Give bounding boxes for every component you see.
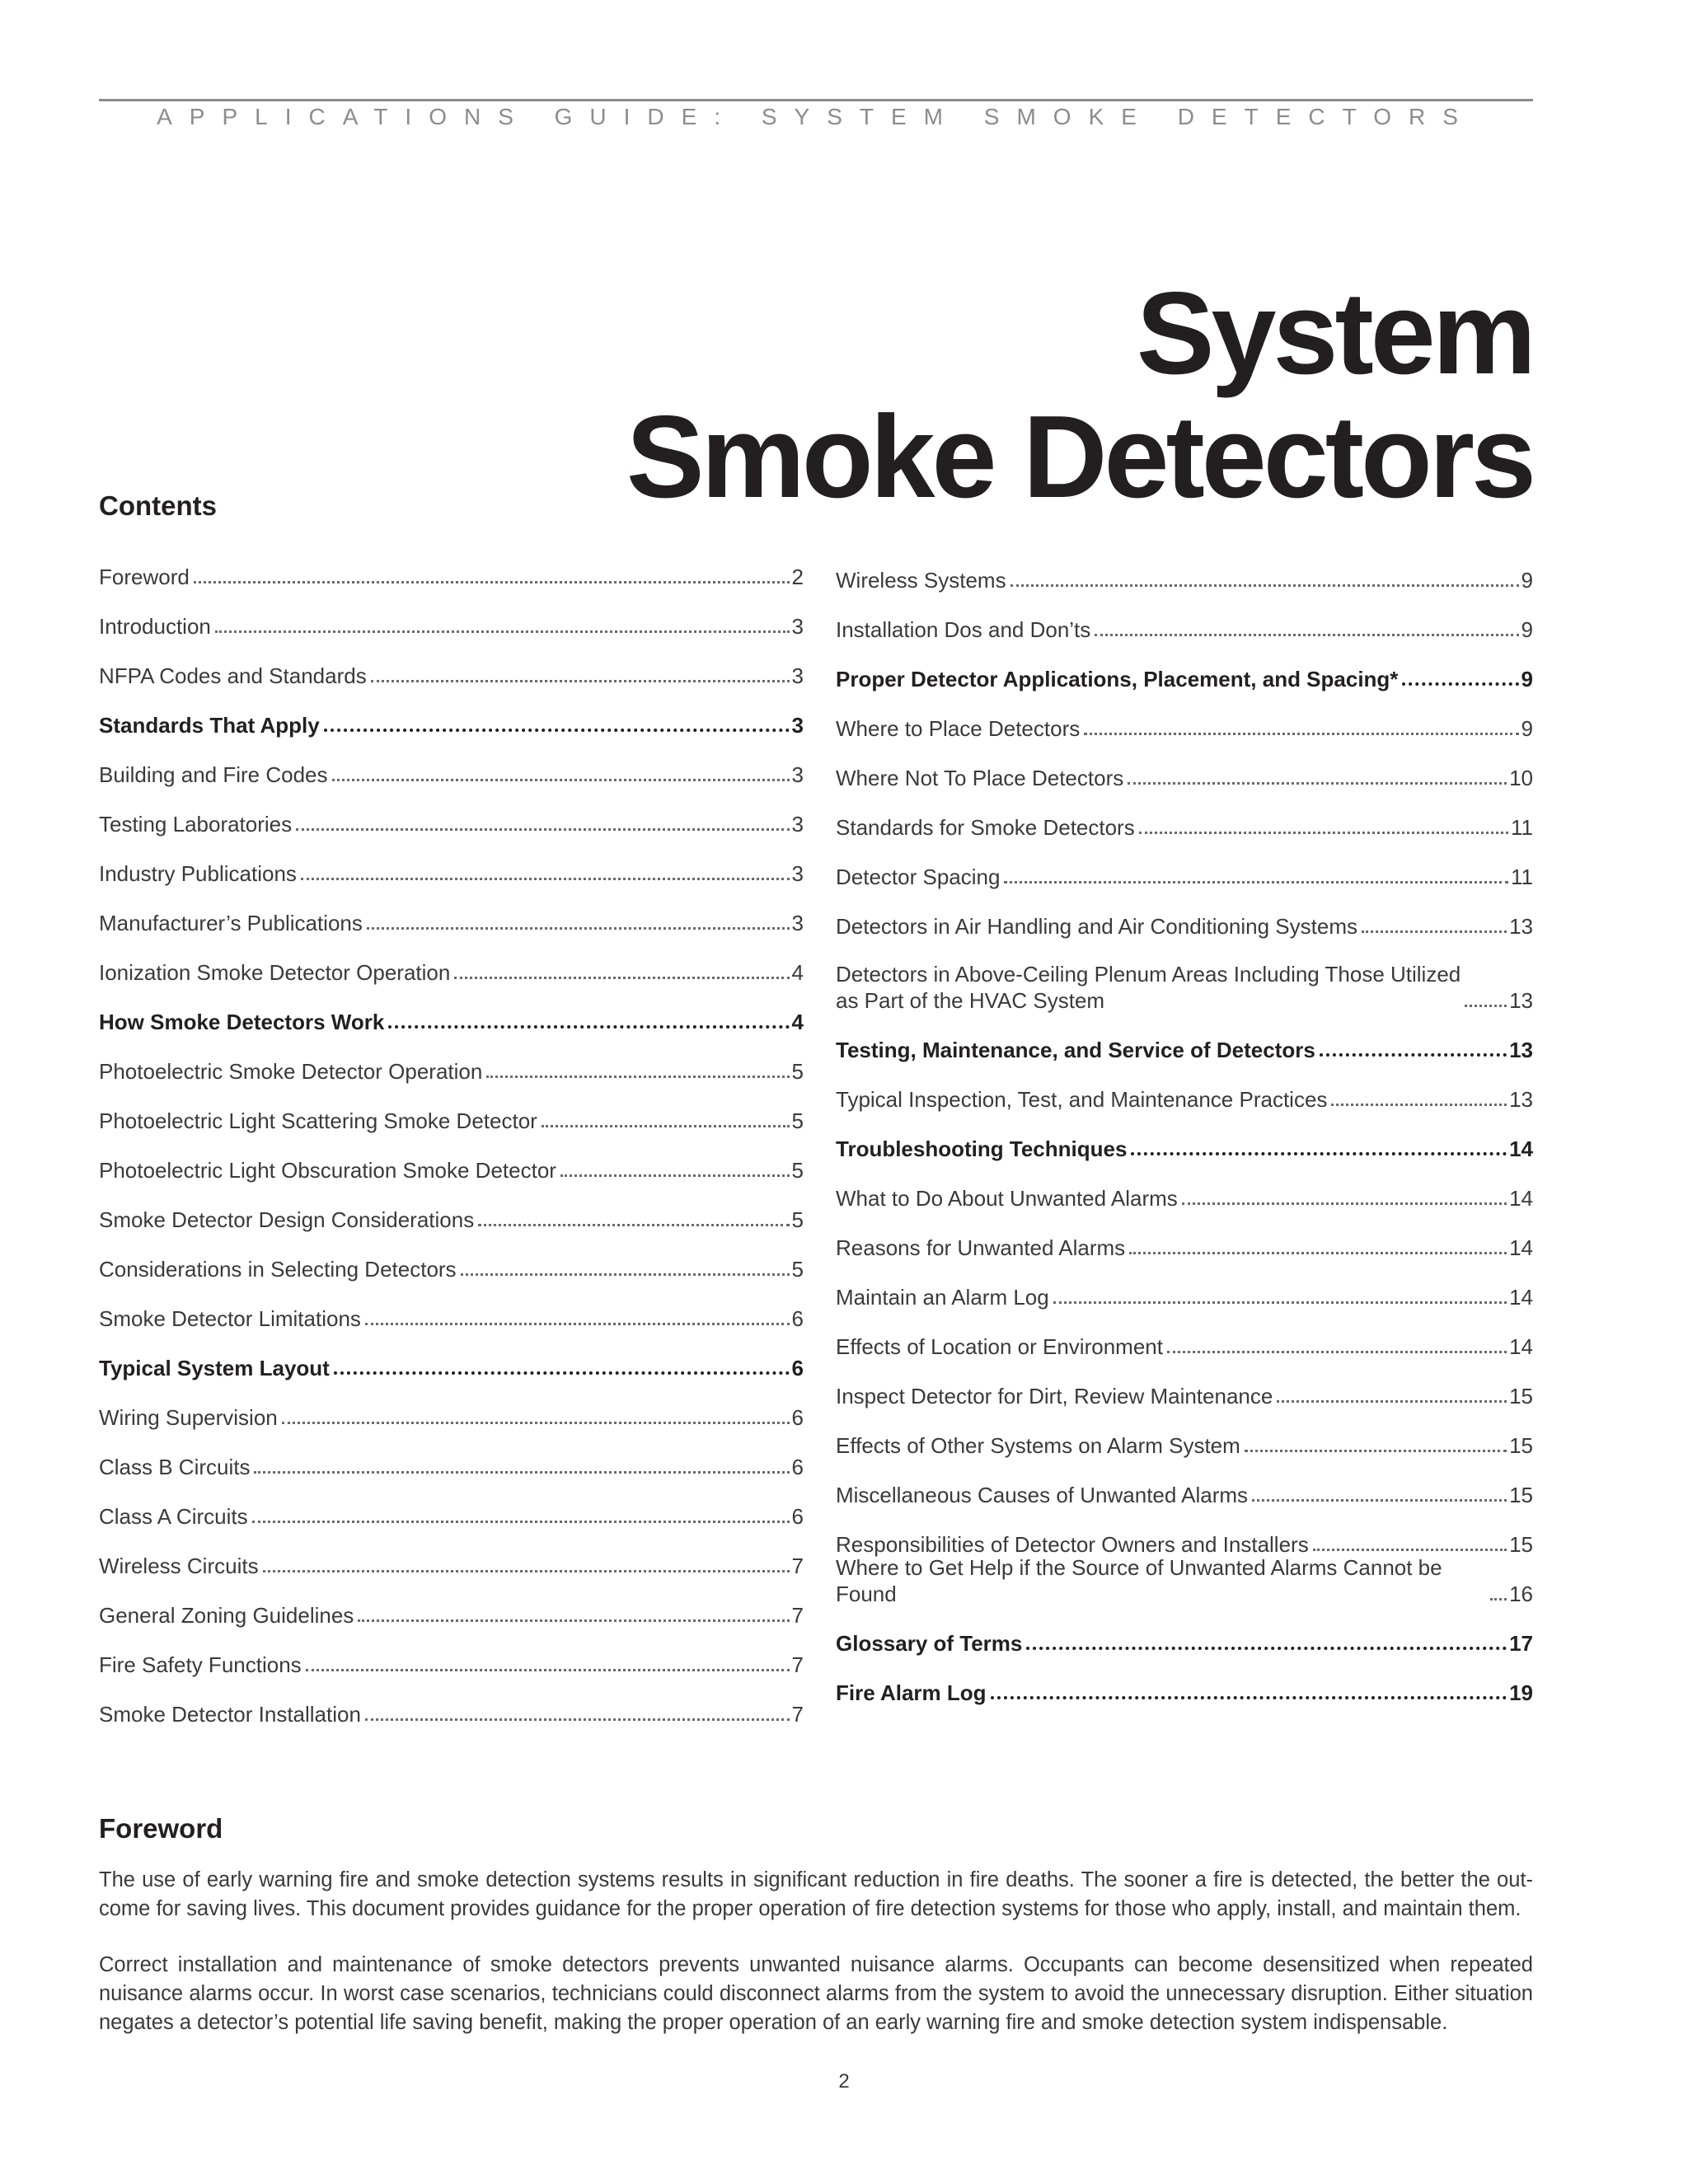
toc-entry-label: Industry Publications (99, 861, 297, 886)
toc-entry-page-number: 13 (1509, 914, 1533, 939)
toc-entry-page-number: 6 (791, 1356, 804, 1380)
toc-entry[interactable] (99, 788, 804, 837)
toc-left-column (99, 541, 804, 1727)
toc-entry-label: Fire Alarm Log (836, 1680, 987, 1705)
document-title (626, 268, 1533, 523)
toc-dot-leader (334, 1371, 790, 1375)
toc-entry-label: Typical System Layout (99, 1356, 330, 1380)
toc-entry-page-number: 6 (791, 1455, 804, 1479)
toc-dot-leader (1402, 682, 1518, 686)
toc-entry[interactable] (99, 541, 804, 590)
toc-entry[interactable] (99, 1134, 804, 1183)
toc-dot-leader (365, 1718, 790, 1721)
toc-entry-page-number: 11 (1511, 865, 1533, 889)
toc-entry-page-number: 6 (791, 1306, 804, 1331)
toc-entry-page-number: 3 (791, 812, 804, 837)
toc-entry-label: What to Do About Unwanted Alarms (836, 1186, 1178, 1211)
toc-dot-leader (1465, 1005, 1507, 1007)
toc-entry[interactable] (99, 1678, 804, 1727)
toc-entry-page-number: 15 (1509, 1532, 1533, 1557)
toc-dot-leader (542, 1125, 790, 1127)
toc-entry-page-number: 6 (791, 1405, 804, 1430)
toc-dot-leader (1245, 1450, 1507, 1452)
toc-entry[interactable] (99, 738, 804, 788)
toc-entry-label: Where Not To Place Detectors (836, 766, 1124, 790)
toc-dot-leader (1182, 1202, 1507, 1205)
toc-dot-leader (194, 581, 790, 583)
toc-entry-label: Photoelectric Light Scattering Smoke Detector (99, 1108, 537, 1133)
toc-entry-page-number: 15 (1509, 1483, 1533, 1507)
toc-entry-label: Ionization Smoke Detector Operation (99, 960, 451, 985)
toc-entry-page-number: 2 (791, 565, 804, 589)
toc-entry-page-number: 7 (791, 1603, 804, 1628)
toc-entry[interactable] (99, 1530, 804, 1579)
toc-entry-page-number: 15 (1509, 1384, 1533, 1408)
toc-entry[interactable] (99, 1381, 804, 1431)
toc-entry-label: Where to Get Help if the Source of Unwanted Alarms Cannot be Found (836, 1555, 1442, 1606)
toc-entry-label: Detector Spacing (836, 865, 1001, 889)
toc-dot-leader (358, 1619, 789, 1622)
toc-dot-leader (1095, 634, 1518, 636)
toc-entry-page-number: 11 (1511, 815, 1533, 840)
toc-entry-label: How Smoke Detectors Work (99, 1010, 385, 1034)
toc-entry[interactable] (99, 1183, 804, 1233)
toc-entry-page-number: 3 (791, 861, 804, 886)
toc-dot-leader (371, 680, 790, 682)
toc-entry-page-number: 10 (1509, 766, 1533, 790)
toc-entry[interactable] (836, 1310, 1533, 1360)
toc-entry-page-number: 3 (791, 614, 804, 639)
toc-entry-label: General Zoning Guidelines (99, 1603, 354, 1628)
toc-entry-page-number: 6 (791, 1504, 804, 1529)
title-line-2: Smoke Detectors (626, 391, 1533, 523)
toc-entry-label: Wireless Systems (836, 568, 1006, 593)
toc-entry[interactable] (99, 590, 804, 640)
toc-dot-leader (1331, 1104, 1507, 1106)
toc-entry[interactable] (836, 1113, 1533, 1162)
toc-entry-page-number: 3 (791, 762, 804, 787)
toc-entry-label: Wireless Circuits (99, 1554, 259, 1578)
toc-entry-page-number: 13 (1509, 988, 1533, 1013)
toc-entry-page-number: 7 (791, 1652, 804, 1677)
toc-entry-label (836, 961, 1462, 1014)
toc-entry[interactable] (836, 544, 1533, 593)
toc-entry[interactable] (99, 1332, 804, 1381)
toc-dot-leader (1362, 930, 1507, 933)
toc-entry-label: Typical Inspection, Test, and Maintenance Practices (836, 1087, 1328, 1112)
toc-dot-leader (306, 1669, 790, 1671)
toc-entry[interactable] (836, 742, 1533, 791)
toc-entry-page-number: 16 (1509, 1582, 1533, 1606)
toc-entry[interactable] (99, 1431, 804, 1480)
toc-entry[interactable] (99, 837, 804, 887)
toc-dot-leader (1010, 584, 1519, 587)
toc-entry-page-number: 7 (791, 1554, 804, 1578)
toc-entry-page-number: 14 (1509, 1137, 1533, 1161)
toc-entry-label-line-1: Detectors in Above-Ceiling Plenum Areas Including Those Utilized (836, 962, 1461, 987)
toc-entry-label: Glossary of Terms (836, 1631, 1023, 1656)
toc-entry[interactable] (99, 1629, 804, 1678)
toc-entry-label: Manufacturer’s Publications (99, 911, 363, 935)
foreword-body (99, 1866, 1533, 2064)
toc-entry-page-number: 5 (791, 1059, 804, 1084)
toc-entry[interactable] (99, 887, 804, 936)
toc-entry-label: Troubleshooting Techniques (836, 1137, 1128, 1161)
toc-dot-leader (1053, 1301, 1507, 1304)
toc-entry[interactable] (836, 1162, 1533, 1212)
toc-entry-page-number: 9 (1521, 716, 1533, 741)
foreword-paragraph-1: The use of early warning fire and smoke detection systems results in significant reduction in fire deaths. The sooner a fire is detected, the better the outcome for saving lives. This document provides guidance for the proper operation of fire detection systems for those who apply, install, and maintain them. (99, 1868, 1533, 1920)
toc-dot-leader (388, 1025, 789, 1029)
page-number: 2 (838, 2070, 850, 2093)
toc-entry-page-number: 17 (1509, 1631, 1533, 1656)
toc-entry-label: Wiring Supervision (99, 1405, 278, 1430)
toc-entry-label: Where to Place Detectors (836, 716, 1081, 741)
toc-entry[interactable] (99, 936, 804, 986)
toc-dot-leader (254, 1471, 789, 1474)
toc-dot-leader (301, 878, 790, 880)
toc-entry-page-number: 13 (1509, 1038, 1533, 1062)
toc-entry[interactable] (836, 1360, 1533, 1409)
toc-entry-label: Maintain an Alarm Log (836, 1285, 1049, 1310)
toc-entry[interactable] (99, 1035, 804, 1085)
toc-entry-label: Inspect Detector for Dirt, Review Maintenance (836, 1384, 1273, 1408)
toc-entry-page-number: 9 (1521, 667, 1533, 691)
toc-entry[interactable] (836, 1063, 1533, 1113)
toc-entry-label: Testing, Maintenance, and Service of Detectors (836, 1038, 1315, 1062)
toc-entry-label: Photoelectric Smoke Detector Operation (99, 1059, 483, 1084)
toc-entry-page-number: 19 (1509, 1680, 1533, 1705)
toc-entry-page-number: 14 (1509, 1235, 1533, 1260)
toc-entry-label: Photoelectric Light Obscuration Smoke Detector (99, 1158, 556, 1183)
toc-entry[interactable] (836, 940, 1533, 1014)
toc-dot-leader (1026, 1647, 1507, 1650)
toc-entry-page-number: 9 (1521, 617, 1533, 642)
toc-entry-label: Smoke Detector Installation (99, 1702, 361, 1727)
toc-entry-page-number: 5 (791, 1108, 804, 1133)
toc-entry-page-number: 14 (1509, 1334, 1533, 1359)
toc-entry-label: Standards for Smoke Detectors (836, 815, 1135, 840)
toc-dot-leader (486, 1076, 789, 1078)
toc-entry[interactable] (836, 841, 1533, 890)
toc-entry-label: Detectors in Air Handling and Air Conditioning Systems (836, 914, 1357, 939)
toc-dot-leader (1252, 1499, 1507, 1502)
toc-entry-label: Smoke Detector Design Considerations (99, 1207, 475, 1232)
toc-dot-leader (1084, 733, 1518, 735)
toc-entry[interactable] (99, 1085, 804, 1134)
toc-entry-label: Building and Fire Codes (99, 762, 328, 787)
toc-entry[interactable] (836, 1014, 1533, 1063)
toc-entry-label: Miscellaneous Causes of Unwanted Alarms (836, 1483, 1249, 1507)
toc-dot-leader (215, 630, 790, 633)
toc-entry-label-line-2: as Part of the HVAC System (836, 988, 1105, 1013)
toc-entry[interactable] (836, 1657, 1533, 1706)
toc-dot-leader (365, 1323, 790, 1325)
toc-entry-label: Fire Safety Functions (99, 1652, 302, 1677)
toc-dot-leader (1320, 1053, 1507, 1057)
foreword-heading: Foreword (99, 1813, 223, 1844)
toc-dot-leader (263, 1570, 790, 1572)
toc-entry[interactable] (99, 1233, 804, 1282)
toc-entry-label: Effects of Location or Environment (836, 1334, 1163, 1359)
toc-entry-page-number: 15 (1509, 1433, 1533, 1458)
toc-entry[interactable] (99, 1579, 804, 1629)
toc-entry-page-number: 14 (1509, 1285, 1533, 1310)
toc-dot-leader (296, 828, 789, 831)
toc-entry[interactable] (836, 1212, 1533, 1261)
toc-entry[interactable] (836, 1508, 1533, 1558)
toc-dot-leader (1129, 1252, 1507, 1254)
toc-entry[interactable] (836, 643, 1533, 692)
toc-entry[interactable] (836, 1555, 1533, 1607)
toc-entry[interactable] (836, 1409, 1533, 1459)
toc-entry-page-number: 9 (1521, 568, 1533, 593)
toc-dot-leader (1277, 1400, 1507, 1403)
toc-entry-label: Responsibilities of Detector Owners and Installers (836, 1532, 1309, 1557)
toc-dot-leader (1139, 832, 1508, 834)
toc-dot-leader (991, 1696, 1507, 1699)
toc-entry[interactable] (836, 1261, 1533, 1310)
toc-entry[interactable] (99, 986, 804, 1035)
toc-dot-leader (1167, 1351, 1507, 1353)
toc-entry-label: Reasons for Unwanted Alarms (836, 1235, 1126, 1260)
toc-dot-leader (1004, 881, 1508, 883)
toc-entry-label: Class B Circuits (99, 1455, 251, 1479)
toc-dot-leader (1128, 782, 1507, 785)
toc-entry-label: Class A Circuits (99, 1504, 248, 1529)
toc-entry-label: Foreword (99, 565, 190, 589)
toc-right-column (836, 544, 1533, 1706)
toc-dot-leader (1131, 1152, 1507, 1155)
toc-dot-leader (1490, 1598, 1507, 1601)
contents-heading: Contents (99, 490, 217, 521)
toc-dot-leader (1313, 1549, 1507, 1551)
toc-dot-leader (560, 1174, 790, 1177)
toc-dot-leader (461, 1273, 790, 1276)
toc-entry[interactable] (99, 1480, 804, 1530)
toc-entry-page-number: 7 (791, 1702, 804, 1727)
toc-entry-page-number: 4 (791, 1010, 804, 1034)
toc-entry-page-number: 13 (1509, 1087, 1533, 1112)
toc-entry[interactable] (836, 791, 1533, 841)
toc-entry-page-number: 3 (791, 713, 804, 738)
toc-dot-leader (332, 779, 790, 781)
toc-entry[interactable] (99, 640, 804, 689)
toc-entry[interactable] (836, 593, 1533, 643)
toc-dot-leader (252, 1521, 790, 1523)
toc-entry[interactable] (99, 1282, 804, 1332)
toc-entry-label: Standards That Apply (99, 713, 320, 738)
toc-entry-page-number: 4 (791, 960, 804, 985)
toc-entry-page-number: 5 (791, 1207, 804, 1232)
toc-dot-leader (324, 729, 790, 732)
toc-entry[interactable] (99, 689, 804, 738)
toc-entry-page-number: 3 (791, 911, 804, 935)
toc-entry-page-number: 3 (791, 663, 804, 688)
toc-entry-label: Proper Detector Applications, Placement, and Spacing* (836, 667, 1399, 691)
toc-entry-page-number: 5 (791, 1158, 804, 1183)
running-header: APPLICATIONS GUIDE: SYSTEM SMOKE DETECTORS (157, 104, 1475, 129)
toc-entry-page-number: 14 (1509, 1186, 1533, 1211)
toc-entry-label: Installation Dos and Don’ts (836, 617, 1091, 642)
toc-entry-label: Introduction (99, 614, 211, 639)
toc-entry[interactable] (836, 692, 1533, 742)
toc-dot-leader (478, 1224, 789, 1226)
toc-entry-label: Effects of Other Systems on Alarm System (836, 1433, 1240, 1458)
toc-entry-page-number: 5 (791, 1257, 804, 1282)
toc-dot-leader (282, 1422, 790, 1424)
toc-entry-label: NFPA Codes and Standards (99, 663, 367, 688)
toc-entry[interactable] (836, 890, 1533, 940)
toc-entry-label: Considerations in Selecting Detectors (99, 1257, 457, 1282)
toc-entry-label: Testing Laboratories (99, 812, 293, 837)
toc-entry-label: Smoke Detector Limitations (99, 1306, 361, 1331)
header-rule (99, 99, 1533, 101)
foreword-paragraph-2: Correct installation and maintenance of smoke detectors prevents unwanted nuisance alarms. Occupants can become desensitized when repeated nuisance alarms occur. In worst case scenarios, technicians could disconnect alarms from the system to avoid the unnecessary disruption. Either situation negates a detector’s potential life saving benefit, making the proper operation of an early warning fire and smoke detection system indispensable. (99, 1953, 1533, 2034)
toc-dot-leader (454, 977, 789, 979)
toc-dot-leader (367, 927, 790, 930)
toc-entry[interactable] (836, 1607, 1533, 1657)
title-line-1: System (1136, 268, 1533, 400)
toc-entry[interactable] (836, 1459, 1533, 1508)
